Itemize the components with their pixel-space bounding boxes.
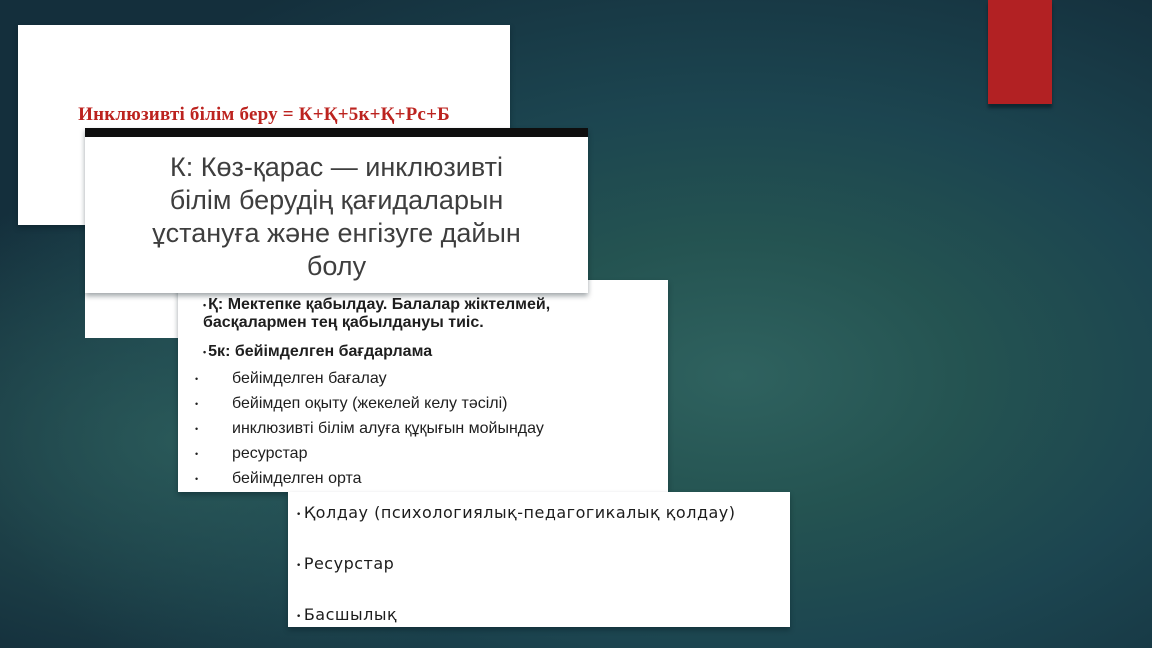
list-item <box>203 343 657 361</box>
support-card <box>288 492 790 627</box>
vision-text <box>85 151 588 283</box>
vision-line: болу <box>306 251 367 281</box>
list-item <box>296 604 776 628</box>
bullet-dot-icon: • <box>195 449 199 459</box>
list-item <box>296 502 776 526</box>
list-item-text: Ресурстар <box>303 554 395 573</box>
slide-title: Инклюзивті білім беру = К+Қ+5к+Қ+Рс+Б <box>78 104 450 125</box>
support-list <box>296 502 776 648</box>
list-item <box>195 420 657 438</box>
list-item-text: Қ: Мектепке қабылдау. Балалар жіктелмей, басқалармен тең қабылдануы тиіс. <box>203 296 551 331</box>
bullet-dot-icon: • <box>195 399 199 409</box>
vision-line: ұстануға және енгізуге дайын <box>152 218 521 248</box>
vision-card-top-bar <box>85 128 588 137</box>
list-item <box>296 553 776 577</box>
bullet-dot-icon: • <box>296 510 302 520</box>
list-item-text: ресурстар <box>232 445 308 462</box>
list-item <box>195 370 657 388</box>
list-item-text: бейімделген орта <box>232 470 362 487</box>
bullet-dot-icon: • <box>195 374 199 384</box>
list-item <box>195 445 657 463</box>
bullet-dot-icon: • <box>203 300 207 310</box>
vision-line: білім берудің қағидаларын <box>169 185 504 215</box>
sub-list <box>195 370 657 488</box>
principles-list <box>195 296 657 495</box>
principles-card <box>178 280 668 492</box>
vision-line: К: Көз-қарас — инклюзивті <box>170 152 503 182</box>
list-item-text: инклюзивті білім алуға құқығын мойындау <box>232 420 544 437</box>
list-item-text: бейімделген бағалау <box>232 370 387 387</box>
list-item-text: Қолдау (психологиялық-педагогикалық қолдау) <box>303 503 736 522</box>
bullet-dot-icon: • <box>203 347 207 357</box>
accent-rectangle <box>988 0 1052 104</box>
list-item <box>203 296 657 332</box>
vision-card <box>85 128 588 293</box>
list-item-text: Басшылық <box>303 605 398 624</box>
bullet-dot-icon: • <box>296 612 302 622</box>
bullet-dot-icon: • <box>195 424 199 434</box>
bullet-dot-icon: • <box>296 561 302 571</box>
list-item-text: 5к: бейімделген бағдарлама <box>208 343 433 360</box>
list-item <box>195 395 657 413</box>
list-item-text: бейімдеп оқыту (жекелей келу тәсілі) <box>232 395 508 412</box>
list-item <box>195 470 657 488</box>
bullet-dot-icon: • <box>195 474 199 484</box>
